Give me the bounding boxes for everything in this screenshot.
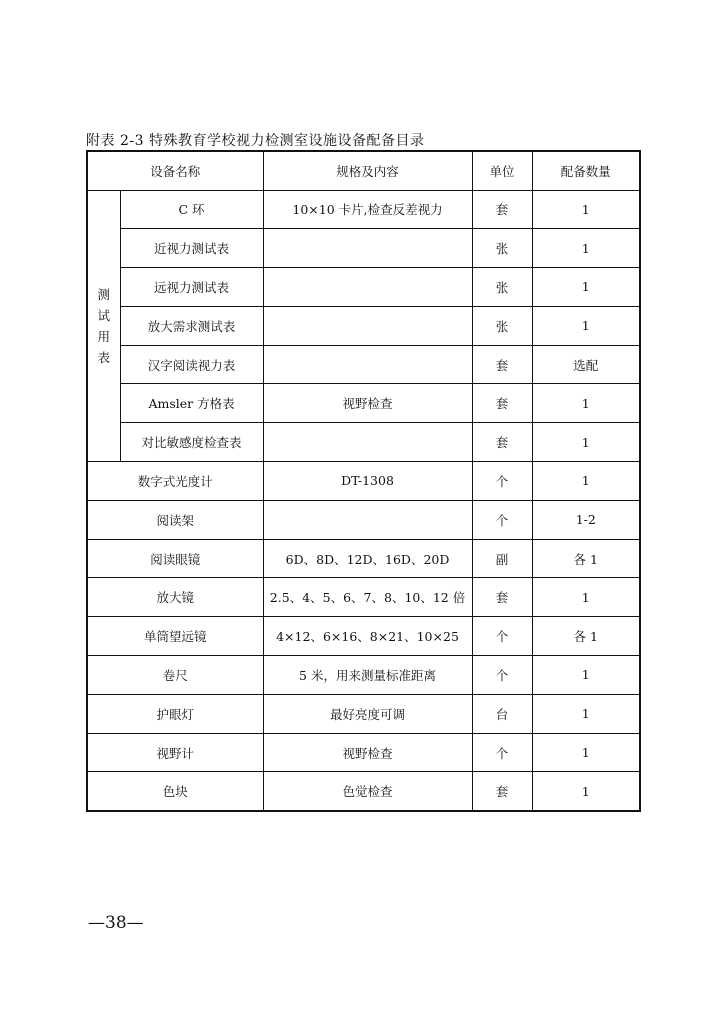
equipment-unit: 套 bbox=[472, 190, 532, 229]
equipment-unit: 套 bbox=[472, 578, 532, 617]
table-caption: 附表 2-3 特殊教育学校视力检测室设施设备配备目录 bbox=[86, 133, 425, 149]
header-name: 设备名称 bbox=[87, 151, 263, 190]
table-row bbox=[87, 772, 640, 811]
equipment-qty: 1 bbox=[532, 229, 640, 268]
equipment-qty: 各 1 bbox=[532, 539, 640, 578]
equipment-spec: 2.5、4、5、6、7、8、10、12 倍 bbox=[263, 578, 472, 617]
equipment-name: Amsler 方格表 bbox=[120, 384, 263, 423]
equipment-qty: 1 bbox=[532, 578, 640, 617]
equipment-unit: 张 bbox=[472, 306, 532, 345]
table-row bbox=[87, 190, 640, 229]
equipment-unit: 套 bbox=[472, 772, 532, 811]
equipment-unit: 副 bbox=[472, 539, 532, 578]
equipment-qty: 1 bbox=[532, 656, 640, 695]
header-qty: 配备数量 bbox=[532, 151, 640, 190]
equipment-name: 对比敏感度检查表 bbox=[120, 423, 263, 462]
equipment-qty: 1 bbox=[532, 772, 640, 811]
equipment-unit: 张 bbox=[472, 229, 532, 268]
equipment-spec bbox=[263, 229, 472, 268]
equipment-spec: 色觉检查 bbox=[263, 772, 472, 811]
equipment-spec bbox=[263, 306, 472, 345]
equipment-qty: 1 bbox=[532, 268, 640, 307]
equipment-spec bbox=[263, 500, 472, 539]
table-row bbox=[87, 539, 640, 578]
equipment-name: 单筒望远镜 bbox=[87, 617, 263, 656]
equipment-name: 护眼灯 bbox=[87, 694, 263, 733]
equipment-name: 汉字阅读视力表 bbox=[120, 345, 263, 384]
equipment-spec: DT-1308 bbox=[263, 462, 472, 501]
table-row bbox=[87, 462, 640, 501]
equipment-unit: 个 bbox=[472, 733, 532, 772]
equipment-spec: 视野检查 bbox=[263, 733, 472, 772]
equipment-table bbox=[86, 150, 641, 812]
equipment-name: 放大镜 bbox=[87, 578, 263, 617]
equipment-spec: 最好亮度可调 bbox=[263, 694, 472, 733]
equipment-unit: 个 bbox=[472, 656, 532, 695]
equipment-unit: 张 bbox=[472, 268, 532, 307]
equipment-unit: 个 bbox=[472, 500, 532, 539]
table-row bbox=[87, 384, 640, 423]
equipment-qty: 1 bbox=[532, 423, 640, 462]
table-row bbox=[87, 229, 640, 268]
table-header-row bbox=[87, 151, 640, 190]
header-spec: 规格及内容 bbox=[263, 151, 472, 190]
page-number: —38— bbox=[88, 913, 144, 933]
equipment-spec: 10×10 卡片,检查反差视力 bbox=[263, 190, 472, 229]
table-row bbox=[87, 733, 640, 772]
equipment-qty: 1 bbox=[532, 384, 640, 423]
equipment-qty: 各 1 bbox=[532, 617, 640, 656]
table-row bbox=[87, 656, 640, 695]
equipment-qty: 1 bbox=[532, 306, 640, 345]
equipment-unit: 套 bbox=[472, 345, 532, 384]
equipment-name: 数字式光度计 bbox=[87, 462, 263, 501]
equipment-name: 放大需求测试表 bbox=[120, 306, 263, 345]
equipment-unit: 套 bbox=[472, 384, 532, 423]
equipment-spec: 5 米，用来测量标准距离 bbox=[263, 656, 472, 695]
equipment-qty: 1 bbox=[532, 694, 640, 733]
equipment-qty: 1-2 bbox=[532, 500, 640, 539]
equipment-name: 阅读架 bbox=[87, 500, 263, 539]
table-row bbox=[87, 306, 640, 345]
equipment-qty: 1 bbox=[532, 190, 640, 229]
equipment-qty: 1 bbox=[532, 462, 640, 501]
table-row bbox=[87, 268, 640, 307]
equipment-name: 色块 bbox=[87, 772, 263, 811]
equipment-name: 阅读眼镜 bbox=[87, 539, 263, 578]
header-unit: 单位 bbox=[472, 151, 532, 190]
equipment-spec: 6D、8D、12D、16D、20D bbox=[263, 539, 472, 578]
table-row bbox=[87, 423, 640, 462]
equipment-unit: 个 bbox=[472, 617, 532, 656]
equipment-qty: 1 bbox=[532, 733, 640, 772]
group-label: 测 试 用 表 bbox=[87, 190, 120, 462]
table-row bbox=[87, 617, 640, 656]
equipment-unit: 台 bbox=[472, 694, 532, 733]
equipment-name: 视野计 bbox=[87, 733, 263, 772]
equipment-name: 近视力测试表 bbox=[120, 229, 263, 268]
equipment-spec: 视野检查 bbox=[263, 384, 472, 423]
equipment-name: 远视力测试表 bbox=[120, 268, 263, 307]
table-row bbox=[87, 578, 640, 617]
table-row bbox=[87, 694, 640, 733]
table-row bbox=[87, 500, 640, 539]
equipment-name: C 环 bbox=[120, 190, 263, 229]
equipment-unit: 个 bbox=[472, 462, 532, 501]
equipment-spec bbox=[263, 268, 472, 307]
table-row bbox=[87, 345, 640, 384]
equipment-spec bbox=[263, 423, 472, 462]
equipment-unit: 套 bbox=[472, 423, 532, 462]
equipment-spec bbox=[263, 345, 472, 384]
equipment-qty: 选配 bbox=[532, 345, 640, 384]
equipment-spec: 4×12、6×16、8×21、10×25 bbox=[263, 617, 472, 656]
equipment-name: 卷尺 bbox=[87, 656, 263, 695]
